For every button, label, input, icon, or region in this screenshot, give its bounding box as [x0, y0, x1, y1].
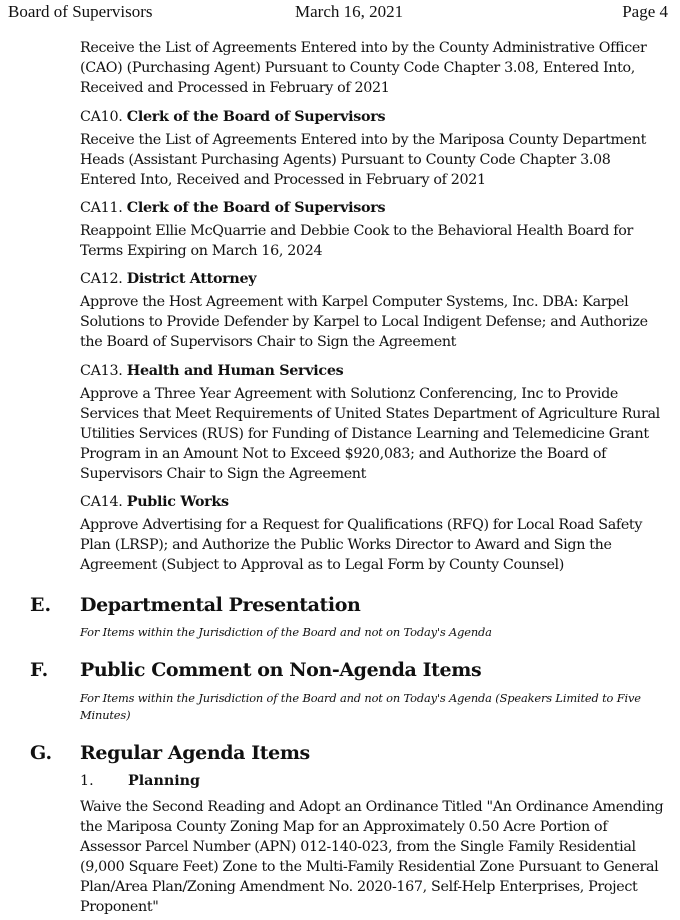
consent-item-text: Approve Advertising for a Request for Qualifications (RFQ) for Local Road Safety Plan (LRSP); and Authorize the Public Works Director to Award and Sign the Agreement (Subject to Approval as to Legal Form by County Counsel)	[80, 517, 643, 573]
regular-item-department: Planning	[128, 773, 201, 789]
section-letter-f: F.	[30, 659, 49, 681]
consent-item-department: Public Works	[126, 494, 229, 510]
consent-item-text: Approve the Host Agreement with Karpel Computer Systems, Inc. DBA: Karpel Solutions to Provide Defender by Karpel to Local Indigent Defense; and Authorize the Board of Supervisors Chair to Sign the Agreement	[80, 294, 648, 350]
consent-item-department: Clerk of the Board of Supervisors	[126, 200, 386, 216]
section-letter-g: G.	[30, 742, 53, 764]
consent-item-heading	[80, 198, 665, 218]
header-page-number: Page 4	[622, 2, 668, 21]
consent-item-text: Approve a Three Year Agreement with Solutionz Conferencing, Inc to Provide Services that Meet Requirements of United States Department of Agriculture Rural Utilities Services (RUS) for Funding of Distance Learning and Telemedicine Grant Program in an Amount Not to Exceed $920,083; and Authorize the Board of Supervisors Chair to Sign the Agreement	[80, 386, 660, 482]
regular-item-number: 1.	[80, 773, 94, 789]
consent-item-number: CA13.	[80, 363, 123, 379]
consent-item-department: District Attorney	[126, 271, 257, 287]
consent-item-number: CA12.	[80, 271, 123, 287]
section-letter-e: E.	[30, 594, 52, 616]
page-header	[8, 2, 668, 24]
consent-item-heading	[80, 107, 665, 127]
section-subtitle: For Items within the Jurisdiction of the Board and not on Today's Agenda (Speakers Limited to Five Minutes)	[80, 691, 641, 722]
consent-item-department: Clerk of the Board of Supervisors	[126, 109, 386, 125]
header-date: March 16, 2021	[295, 2, 404, 21]
consent-item-number: CA10.	[80, 109, 123, 125]
section-title-regular-agenda: Regular Agenda Items	[80, 742, 310, 764]
consent-item-number: CA11.	[80, 200, 123, 216]
consent-item-number: CA14.	[80, 494, 123, 510]
regular-item-text: Waive the Second Reading and Adopt an Ordinance Titled "An Ordinance Amending the Mariposa County Zoning Map for an Approximately 0.50 Acre Portion of Assessor Parcel Number (APN) 012-140-023, from the Single Family Residential (9,000 Square Feet) Zone to the Multi-Family Residential Zone Pursuant to General Plan/Area Plan/Zoning Amendment No. 2020-167, Self-Help Enterprises, Project Proponent"	[80, 799, 664, 915]
consent-item-text: Reappoint Ellie McQuarrie and Debbie Cook to the Behavioral Health Board for Terms Expiring on March 16, 2024	[80, 223, 633, 259]
consent-item-department: Health and Human Services	[126, 363, 344, 379]
section-title-public-comment: Public Comment on Non-Agenda Items	[80, 659, 482, 681]
section-subtitle: For Items within the Jurisdiction of the Board and not on Today's Agenda	[80, 625, 492, 639]
consent-item-heading	[80, 269, 665, 289]
header-board-name: Board of Supervisors	[8, 2, 153, 21]
continued-item-text: Receive the List of Agreements Entered into by the County Administrative Officer (CAO) (Purchasing Agent) Pursuant to County Code Chapter 3.08, Entered Into, Received and Processed in February of 2021	[80, 40, 647, 96]
section-title-departmental-presentation: Departmental Presentation	[80, 594, 361, 616]
consent-item-text: Receive the List of Agreements Entered into by the Mariposa County Department Heads (Assistant Purchasing Agents) Pursuant to County Code Chapter 3.08 Entered Into, Received and Processed in February of 2021	[80, 132, 647, 188]
consent-item-heading	[80, 361, 665, 381]
consent-item-heading	[80, 492, 665, 512]
